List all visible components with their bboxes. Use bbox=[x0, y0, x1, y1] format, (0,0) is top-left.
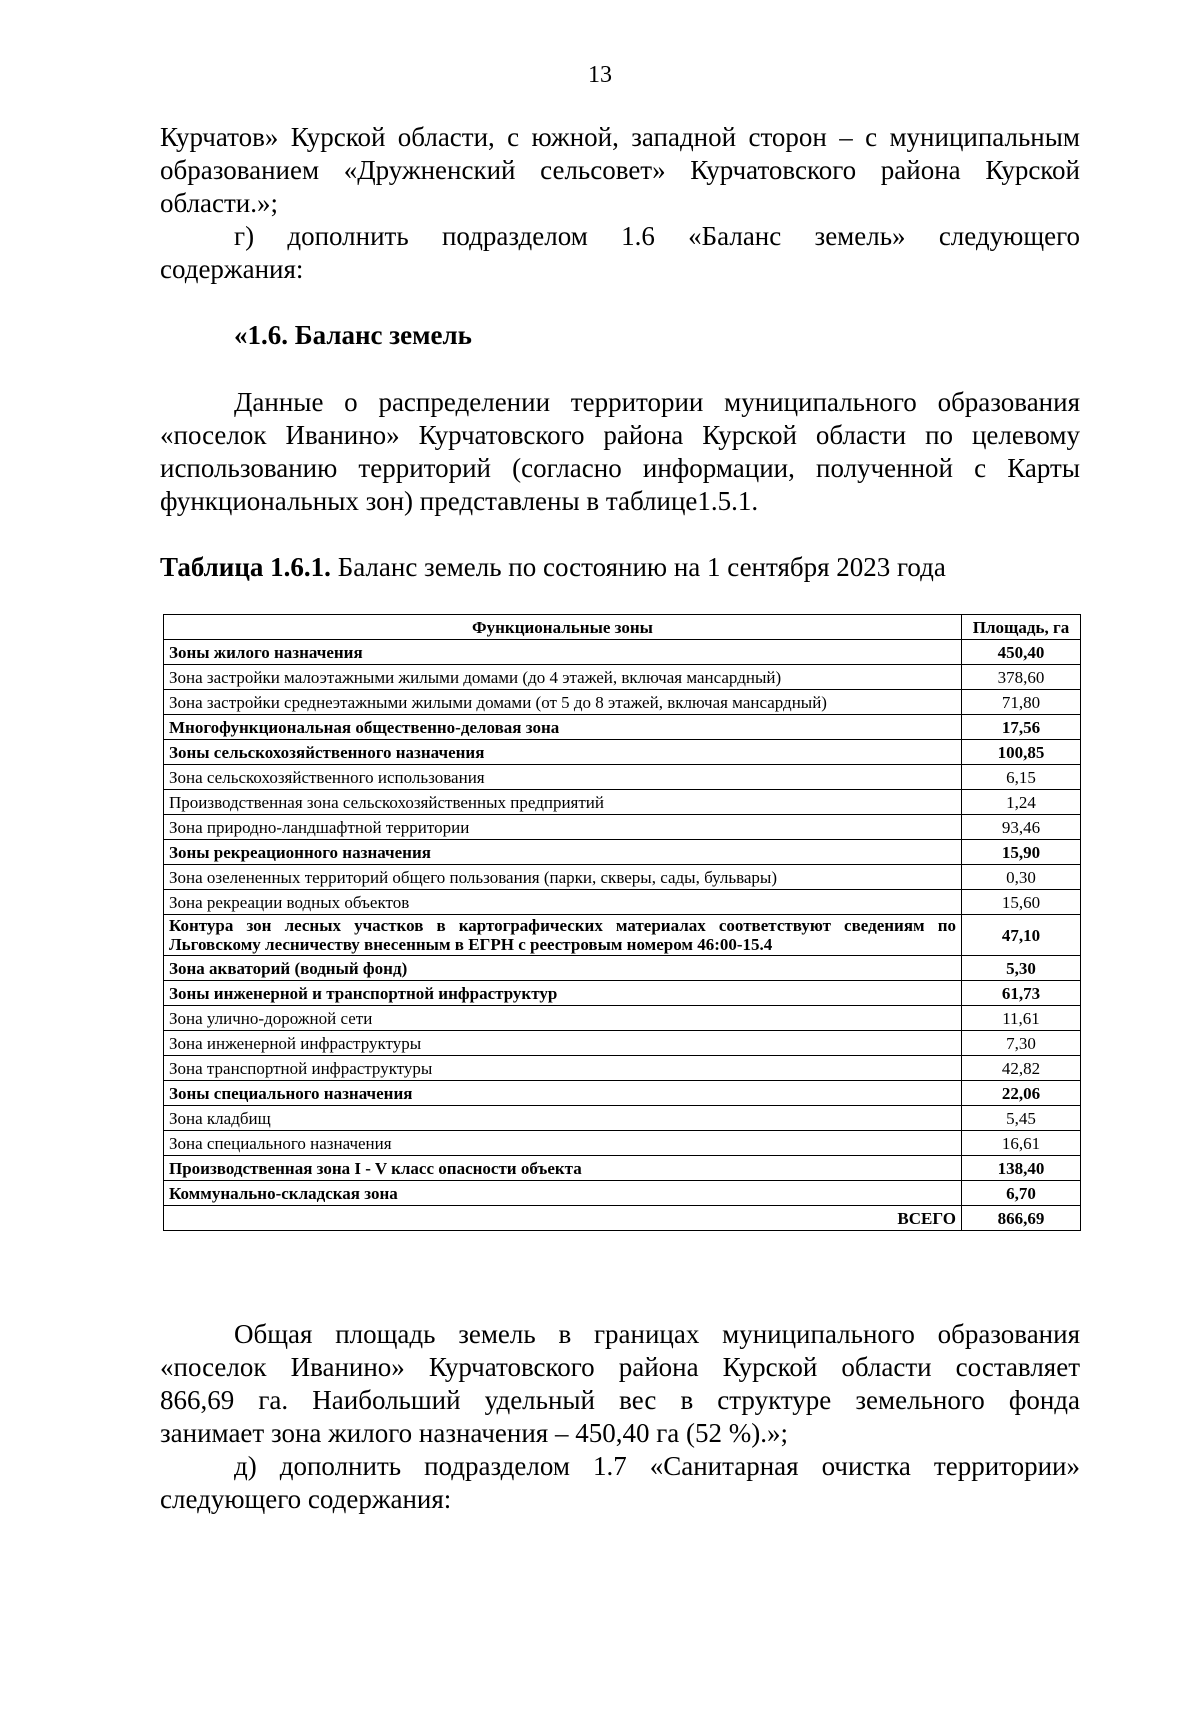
zone-name-cell: Производственная зона сельскохозяйственных предприятий bbox=[164, 790, 962, 815]
summary-line: Общая площадь земель в границах муниципального образования bbox=[234, 1319, 1080, 1349]
zone-area-cell: 5,45 bbox=[962, 1106, 1081, 1131]
table-row bbox=[164, 1156, 1081, 1181]
table-row bbox=[164, 890, 1081, 915]
zone-area-cell: 22,06 bbox=[962, 1081, 1081, 1106]
total-label: ВСЕГО bbox=[164, 1206, 962, 1231]
data-line: Данные о распределении территории муниципального образования bbox=[234, 387, 1080, 417]
table-row bbox=[164, 1031, 1081, 1056]
zone-area-cell: 17,56 bbox=[962, 715, 1081, 740]
zone-name-cell: Многофункциональная общественно-деловая зона bbox=[164, 715, 962, 740]
zone-area-cell: 15,90 bbox=[962, 840, 1081, 865]
zone-area-cell: 1,24 bbox=[962, 790, 1081, 815]
zone-name-cell: Зона застройки малоэтажными жилыми домами (до 4 этажей, включая мансардный) bbox=[164, 665, 962, 690]
zone-area-cell: 6,15 bbox=[962, 765, 1081, 790]
zone-area-cell: 450,40 bbox=[962, 640, 1081, 665]
zone-area-cell: 42,82 bbox=[962, 1056, 1081, 1081]
zone-area-cell: 47,10 bbox=[962, 915, 1081, 956]
zone-name-cell: Зона застройки среднеэтажными жилыми домами (от 5 до 8 этажей, включая мансардный) bbox=[164, 690, 962, 715]
item-g-line: г) дополнить подразделом 1.6 «Баланс земель» следующего bbox=[234, 221, 1080, 251]
table-row bbox=[164, 915, 1081, 956]
zone-name-cell: Контура зон лесных участков в картографических материалах соответствуют сведениям по Льговскому лесничеству внесенным в ЕГРН с реестровым номером 46:00-15.4 bbox=[164, 915, 962, 956]
zone-name-cell: Зоны жилого назначения bbox=[164, 640, 962, 665]
zone-name-cell: Зона специального назначения bbox=[164, 1131, 962, 1156]
zone-name-cell: Зоны специального назначения bbox=[164, 1081, 962, 1106]
table-header-row bbox=[164, 615, 1081, 640]
zone-area-cell: 61,73 bbox=[962, 981, 1081, 1006]
zone-name-cell: Зона улично-дорожной сети bbox=[164, 1006, 962, 1031]
zone-area-cell: 100,85 bbox=[962, 740, 1081, 765]
data-paragraph bbox=[160, 386, 1080, 518]
item-g-paragraph bbox=[160, 220, 1080, 286]
table-caption-label: Таблица 1.6.1. bbox=[160, 552, 331, 582]
zone-area-cell: 138,40 bbox=[962, 1156, 1081, 1181]
intro-paragraph bbox=[160, 121, 1080, 220]
zone-name-cell: Зона сельскохозяйственного использования bbox=[164, 765, 962, 790]
table-row bbox=[164, 1131, 1081, 1156]
zone-name-cell: Зоны сельскохозяйственного назначения bbox=[164, 740, 962, 765]
zone-name-cell: Зона кладбищ bbox=[164, 1106, 962, 1131]
item-g-line: содержания: bbox=[160, 254, 304, 284]
zone-name-cell: Производственная зона I - V класс опасности объекта bbox=[164, 1156, 962, 1181]
zone-area-cell: 378,60 bbox=[962, 665, 1081, 690]
table-caption-text: Баланс земель по состоянию на 1 сентября 2023 года bbox=[330, 552, 946, 582]
item-d-line: следующего содержания: bbox=[160, 1484, 452, 1514]
zone-name-cell: Зона инженерной инфраструктуры bbox=[164, 1031, 962, 1056]
table-row bbox=[164, 715, 1081, 740]
summary-line: 866,69 га. Наибольший удельный вес в структуре земельного фонда bbox=[160, 1385, 1080, 1415]
page-number: 13 bbox=[588, 62, 612, 88]
table-row bbox=[164, 690, 1081, 715]
zone-name-cell: Зона озелененных территорий общего пользования (парки, скверы, сады, бульвары) bbox=[164, 865, 962, 890]
table-row bbox=[164, 1056, 1081, 1081]
zone-name-cell: Зона транспортной инфраструктуры bbox=[164, 1056, 962, 1081]
header-area: Площадь, га bbox=[962, 615, 1081, 640]
data-line: функциональных зон) представлены в таблице1.5.1. bbox=[160, 486, 759, 516]
table-row bbox=[164, 1106, 1081, 1131]
zone-name-cell: Зона акваторий (водный фонд) bbox=[164, 956, 962, 981]
zone-area-cell: 15,60 bbox=[962, 890, 1081, 915]
summary-line: занимает зона жилого назначения – 450,40 га (52 %).»; bbox=[160, 1418, 789, 1448]
item-d-paragraph bbox=[160, 1450, 1080, 1516]
zone-area-cell: 7,30 bbox=[962, 1031, 1081, 1056]
table-row bbox=[164, 765, 1081, 790]
intro-line: области.»; bbox=[160, 188, 279, 218]
table-row bbox=[164, 790, 1081, 815]
table-row bbox=[164, 981, 1081, 1006]
zone-name-cell: Коммунально-складская зона bbox=[164, 1181, 962, 1206]
section-heading: «1.6. Баланс земель bbox=[234, 320, 472, 350]
zone-name-cell: Зоны рекреационного назначения bbox=[164, 840, 962, 865]
table-row bbox=[164, 956, 1081, 981]
table-caption bbox=[160, 552, 1080, 583]
zone-area-cell: 6,70 bbox=[962, 1181, 1081, 1206]
zone-name-cell: Зона природно-ландшафтной территории bbox=[164, 815, 962, 840]
zone-area-cell: 16,61 bbox=[962, 1131, 1081, 1156]
table-row bbox=[164, 1006, 1081, 1031]
table-row bbox=[164, 815, 1081, 840]
total-value: 866,69 bbox=[962, 1206, 1081, 1231]
table-row bbox=[164, 640, 1081, 665]
zone-area-cell: 5,30 bbox=[962, 956, 1081, 981]
zone-name-cell: Зоны инженерной и транспортной инфраструктур bbox=[164, 981, 962, 1006]
zone-area-cell: 93,46 bbox=[962, 815, 1081, 840]
summary-paragraph bbox=[160, 1318, 1080, 1450]
zone-area-cell: 11,61 bbox=[962, 1006, 1081, 1031]
header-zones: Функциональные зоны bbox=[164, 615, 962, 640]
table-body bbox=[164, 640, 1081, 1206]
data-line: использованию территорий (согласно информации, полученной с Карты bbox=[160, 453, 1080, 483]
table-row bbox=[164, 665, 1081, 690]
table-row bbox=[164, 1181, 1081, 1206]
table-row bbox=[164, 840, 1081, 865]
summary-line: «поселок Иванино» Курчатовского района Курской области составляет bbox=[160, 1352, 1080, 1382]
intro-line: образованием «Дружненский сельсовет» Курчатовского района Курской bbox=[160, 155, 1080, 185]
land-balance-table bbox=[163, 614, 1081, 1231]
zone-area-cell: 71,80 bbox=[962, 690, 1081, 715]
zone-name-cell: Зона рекреации водных объектов bbox=[164, 890, 962, 915]
table-row bbox=[164, 740, 1081, 765]
intro-line: Курчатов» Курской области, с южной, западной сторон – с муниципальным bbox=[160, 122, 1080, 152]
zone-area-cell: 0,30 bbox=[962, 865, 1081, 890]
table-total-row bbox=[164, 1206, 1081, 1231]
data-line: «поселок Иванино» Курчатовского района Курской области по целевому bbox=[160, 420, 1080, 450]
item-d-line: д) дополнить подразделом 1.7 «Санитарная очистка территории» bbox=[234, 1451, 1080, 1481]
table-row bbox=[164, 865, 1081, 890]
table-row bbox=[164, 1081, 1081, 1106]
